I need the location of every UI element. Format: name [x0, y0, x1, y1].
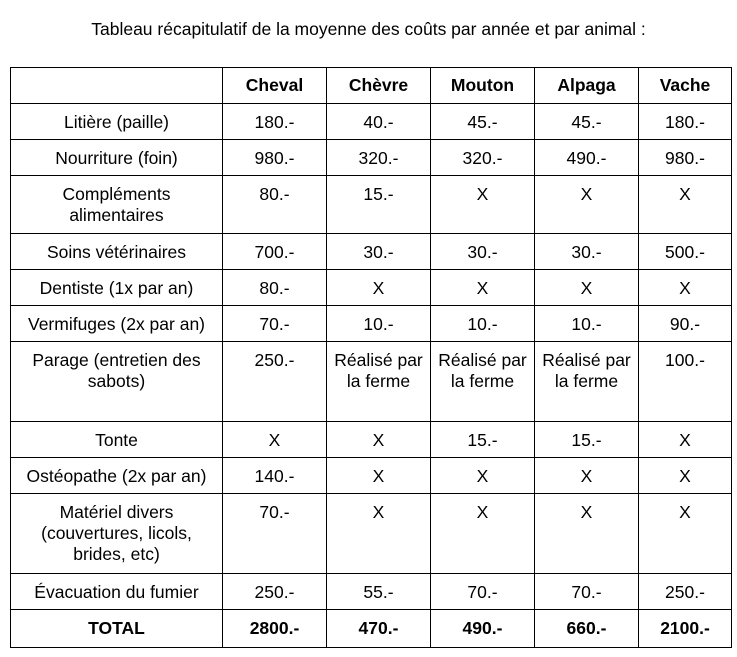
table-row: [11, 234, 732, 270]
table-cell: 320.-: [327, 140, 431, 176]
table-cell: X: [639, 458, 732, 494]
table-cell: 55.-: [327, 574, 431, 610]
table-row: [11, 176, 732, 234]
table-cell: 90.-: [639, 306, 732, 342]
table-cell: 250.-: [223, 342, 327, 422]
total-cell: 2800.-: [223, 610, 327, 648]
header-cell-vache: Vache: [639, 68, 732, 104]
table-cell: X: [535, 176, 639, 234]
row-label: Litière (paille): [11, 104, 223, 140]
row-label: Tonte: [11, 422, 223, 458]
table-cell: 45.-: [431, 104, 535, 140]
table-cell: 30.-: [327, 234, 431, 270]
table-row: [11, 574, 732, 610]
table-header-row: [11, 68, 732, 104]
table-cell: 320.-: [431, 140, 535, 176]
table-cell: X: [327, 494, 431, 574]
total-cell: 660.-: [535, 610, 639, 648]
table-cell: 250.-: [639, 574, 732, 610]
table-row: [11, 306, 732, 342]
table-cell: 80.-: [223, 176, 327, 234]
header-cell-empty: [11, 68, 223, 104]
cost-table: [10, 67, 732, 648]
total-cell: 2100.-: [639, 610, 732, 648]
table-cell: X: [535, 494, 639, 574]
table-cell: 15.-: [535, 422, 639, 458]
table-cell: X: [431, 270, 535, 306]
table-cell: X: [639, 494, 732, 574]
table-cell: Réalisé par la ferme: [535, 342, 639, 422]
table-row: [11, 422, 732, 458]
row-label: Compléments alimentaires: [11, 176, 223, 234]
table-cell: 45.-: [535, 104, 639, 140]
table-cell: 40.-: [327, 104, 431, 140]
row-label: Vermifuges (2x par an): [11, 306, 223, 342]
table-row: [11, 494, 732, 574]
table-cell: X: [639, 270, 732, 306]
table-cell: 10.-: [431, 306, 535, 342]
table-cell: 10.-: [327, 306, 431, 342]
header-cell-mouton: Mouton: [431, 68, 535, 104]
table-cell: X: [327, 270, 431, 306]
table-cell: 140.-: [223, 458, 327, 494]
row-label: Soins vétérinaires: [11, 234, 223, 270]
table-cell: X: [535, 458, 639, 494]
table-cell: X: [327, 422, 431, 458]
total-cell: 490.-: [431, 610, 535, 648]
table-row: [11, 270, 732, 306]
table-cell: 250.-: [223, 574, 327, 610]
total-label: TOTAL: [11, 610, 223, 648]
table-cell: X: [431, 176, 535, 234]
table-cell: Réalisé par la ferme: [431, 342, 535, 422]
table-cell: X: [431, 458, 535, 494]
table-cell: X: [535, 270, 639, 306]
table-cell: 700.-: [223, 234, 327, 270]
row-label: Évacuation du fumier: [11, 574, 223, 610]
table-cell: 70.-: [223, 494, 327, 574]
row-label: Dentiste (1x par an): [11, 270, 223, 306]
table-cell: 80.-: [223, 270, 327, 306]
page-title: Tableau récapitulatif de la moyenne des coûts par année et par animal :: [91, 19, 646, 39]
header-cell-alpaga: Alpaga: [535, 68, 639, 104]
table-cell: X: [327, 458, 431, 494]
table-cell: 10.-: [535, 306, 639, 342]
row-label: Matériel divers (couvertures, licols, brides, etc): [11, 494, 223, 574]
table-cell: 100.-: [639, 342, 732, 422]
table-row: [11, 458, 732, 494]
table-cell: X: [223, 422, 327, 458]
total-cell: 470.-: [327, 610, 431, 648]
table-cell: 980.-: [639, 140, 732, 176]
table-cell: 500.-: [639, 234, 732, 270]
table-cell: 180.-: [223, 104, 327, 140]
table-row: [11, 104, 732, 140]
table-cell: 70.-: [431, 574, 535, 610]
table-cell: 70.-: [535, 574, 639, 610]
table-cell: 30.-: [431, 234, 535, 270]
table-cell: 980.-: [223, 140, 327, 176]
table-cell: 180.-: [639, 104, 732, 140]
table-row: [11, 342, 732, 422]
header-cell-chevre: Chèvre: [327, 68, 431, 104]
table-cell: 30.-: [535, 234, 639, 270]
row-label: Parage (entretien des sabots): [11, 342, 223, 422]
total-row: [11, 610, 732, 648]
table-cell: 490.-: [535, 140, 639, 176]
table-cell: 70.-: [223, 306, 327, 342]
row-label: Nourriture (foin): [11, 140, 223, 176]
table-cell: X: [639, 176, 732, 234]
table-cell: X: [431, 494, 535, 574]
row-label: Ostéopathe (2x par an): [11, 458, 223, 494]
table-cell: 15.-: [327, 176, 431, 234]
table-row: [11, 140, 732, 176]
table-cell: Réalisé par la ferme: [327, 342, 431, 422]
header-cell-cheval: Cheval: [223, 68, 327, 104]
table-cell: 15.-: [431, 422, 535, 458]
table-cell: X: [639, 422, 732, 458]
